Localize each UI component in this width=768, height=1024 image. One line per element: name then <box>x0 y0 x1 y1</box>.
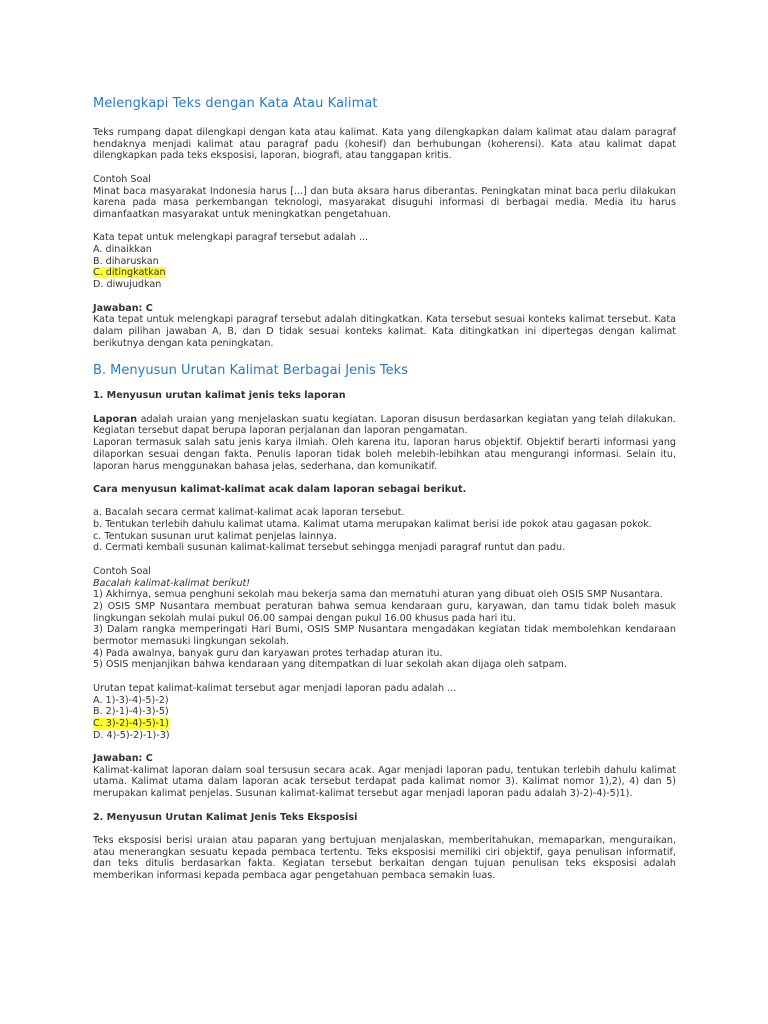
laporan-p2: Laporan termasuk salah satu jenis karya ilmiah. Oleh karena itu, laporan harus objektif. Objektif berarti informasi yang dilaporkan sesuai dengan fakta. Penulis laporan tidak boleh melebih-lebihkan atau mengurangi informasi. Selain itu, laporan harus menggunakan bahasa jelas, sederhana, dan komunikatif. <box>93 437 676 472</box>
question-text: Urutan tepat kalimat-kalimat tersebut agar menjadi laporan padu adalah ... <box>93 682 457 694</box>
step-d: d. Cermati kembali susunan kalimat-kalimat tersebut sehingga menjadi paragraf runtut dan padu. <box>93 542 566 554</box>
option-d: D. 4)-5)-2)-1)-3) <box>93 729 170 741</box>
answer-text: Kalimat-kalimat laporan dalam soal tersusun secara acak. Agar menjadi laporan padu, tentukan terlebih dahulu kalimat utama. Kalimat utama dalam laporan acak tersebut terdapat pada kalimat nomor 3). Kalimat nomor 1),2), 4) dan 5) merupakan kalimat penjelas. Susunan kalimat-kalimat tersebut agar menjadi laporan padu adalah 3)-2)-4)-5)1). <box>93 764 676 800</box>
option-a: A. 1)-3)-4)-5)-2) <box>93 694 169 706</box>
example-label: Contoh Soal <box>93 173 151 185</box>
section-a-intro: Teks rumpang dapat dilengkapi dengan kata atau kalimat. Kata yang dilengkapkan dalam kalimat atau dalam paragraf hendaknya menjadi kalimat atau paragraf padu (kohesif) dan berhubungan (koherensi). Kata atau kalimat dapat dilengkapkan pada teks eksposisi, laporan, biografi, atau tanggapan kritis. <box>93 127 676 162</box>
sentence-4: 4) Pada awalnya, banyak guru dan karyawan protes terhadap aturan itu. <box>93 647 443 659</box>
section-b-title: B. Menyusun Urutan Kalimat Berbagai Jenis Teks <box>93 363 408 379</box>
sentence-5: 5) OSIS menjanjikan bahwa kendaraan yang ditempatkan di luar sekolah akan dijaga oleh satpam. <box>93 659 567 671</box>
section-a-title: Melengkapi Teks dengan Kata Atau Kalimat <box>93 96 378 111</box>
step-c: c. Tentukan susunan urut kalimat penjelas lainnya. <box>93 530 337 542</box>
option-b: B. 2)-1)-4)-3)-5) <box>93 706 169 718</box>
answer-label: Jawaban: C <box>93 753 153 765</box>
section-b-answer <box>93 753 676 800</box>
question-text: Kata tepat untuk melengkapi paragraf tersebut adalah ... <box>93 232 369 244</box>
step-a: a. Bacalah secara cermat kalimat-kalimat acak laporan tersebut. <box>93 507 405 519</box>
answer-text: Kata tepat untuk melengkapi paragraf tersebut adalah ditingkatkan. Kata tersebut sesuai konteks kalimat tersebut. Kata dalam pilihan jawaban A, B, dan D tidak sesuai konteks kalimat. Kata ditingkatkan ini dipertegas dengan kalimat berikutnya dengan kata peningkatan. <box>93 314 676 349</box>
option-d: D. diwujudkan <box>93 279 162 291</box>
option-b: B. diharuskan <box>93 255 159 267</box>
cara-steps <box>93 507 676 554</box>
step-b: b. Tentukan terlebih dahulu kalimat utama. Kalimat utama merupakan kalimat berisi ide pokok atau gagasan pokok. <box>93 519 652 530</box>
cara-title: Cara menyusun kalimat-kalimat acak dalam laporan sebagai berikut. <box>93 483 467 495</box>
example-instruction: Bacalah kalimat-kalimat berikut! <box>93 577 251 589</box>
section-a-question <box>93 232 676 291</box>
option-c-highlighted: C. ditingkatkan <box>93 267 166 279</box>
laporan-definition <box>93 414 676 473</box>
eksposisi-text: Teks eksposisi berisi uraian atau paparan yang bertujuan menjalaskan, memberitahukan, memaparkan, menguraikan, atau menerangkan sesuatu kepada pembaca tertentu. Teks eksposisi memiliki ciri objektif, gaya penulisan informatif, dan teks ditulis berdasarkan fakta. Kegiatan tersebut berkaitan dengan tujuan penulisan teks eksposisi adalah memberikan informasi kepada pembaca agar pengetahuan pembaca semakin luas. <box>93 834 676 882</box>
section-a-answer <box>93 303 676 350</box>
example-text: Minat baca masyarakat Indonesia harus [...] dan buta aksara harus diberantas. Peningkatan minat baca perlu dilakukan karena pada masa perkembangan teknologi, masyarakat disuguhi informasi di berbagai media. Media itu harus dimanfaatkan masyarakat untuk meningkatkan pengetahuan. <box>93 185 676 220</box>
sentence-2: 2) OSIS SMP Nusantara membuat peraturan bahwa semua kendaraan guru, karyawan, dan tamu tidak boleh masuk lingkungan sekolah mulai pukul 06.00 sampai dengan pukul 16.00 khusus pada hari itu. <box>93 600 676 624</box>
section-a-example <box>93 174 676 221</box>
sentence-3: 3) Dalam rangka memperingati Hari Bumi, OSIS SMP Nusantara mengadakan kegiatan tidak membolehkan kendaraan bermotor memasuki lingkungan sekolah. <box>93 624 676 648</box>
option-c-highlighted: C. 3)-2)-4)-5)-1) <box>93 717 169 729</box>
sentence-1: 1) Akhirnya, semua penghuni sekolah mau bekerja sama dan mematuhi aturan yang dibuat oleh OSIS SMP Nusantara. <box>93 589 663 601</box>
subheading-eksposisi: 2. Menyusun Urutan Kalimat Jenis Teks Eksposisi <box>93 811 358 823</box>
section-b-question <box>93 683 676 742</box>
section-b-example <box>93 566 676 671</box>
subheading-laporan: 1. Menyusun urutan kalimat jenis teks laporan <box>93 390 346 402</box>
laporan-p1: adalah uraian yang menjelaskan suatu kegiatan. Laporan disusun berdasarkan kegiatan yang telah dilakukan. Kegiatan tersebut dapat berupa laporan perjalanan dan laporan pengamatan. <box>93 413 676 437</box>
laporan-term: Laporan <box>93 413 138 425</box>
option-a: A. dinaikkan <box>93 244 152 255</box>
example-label: Contoh Soal <box>93 565 151 577</box>
answer-label: Jawaban: C <box>93 302 153 314</box>
